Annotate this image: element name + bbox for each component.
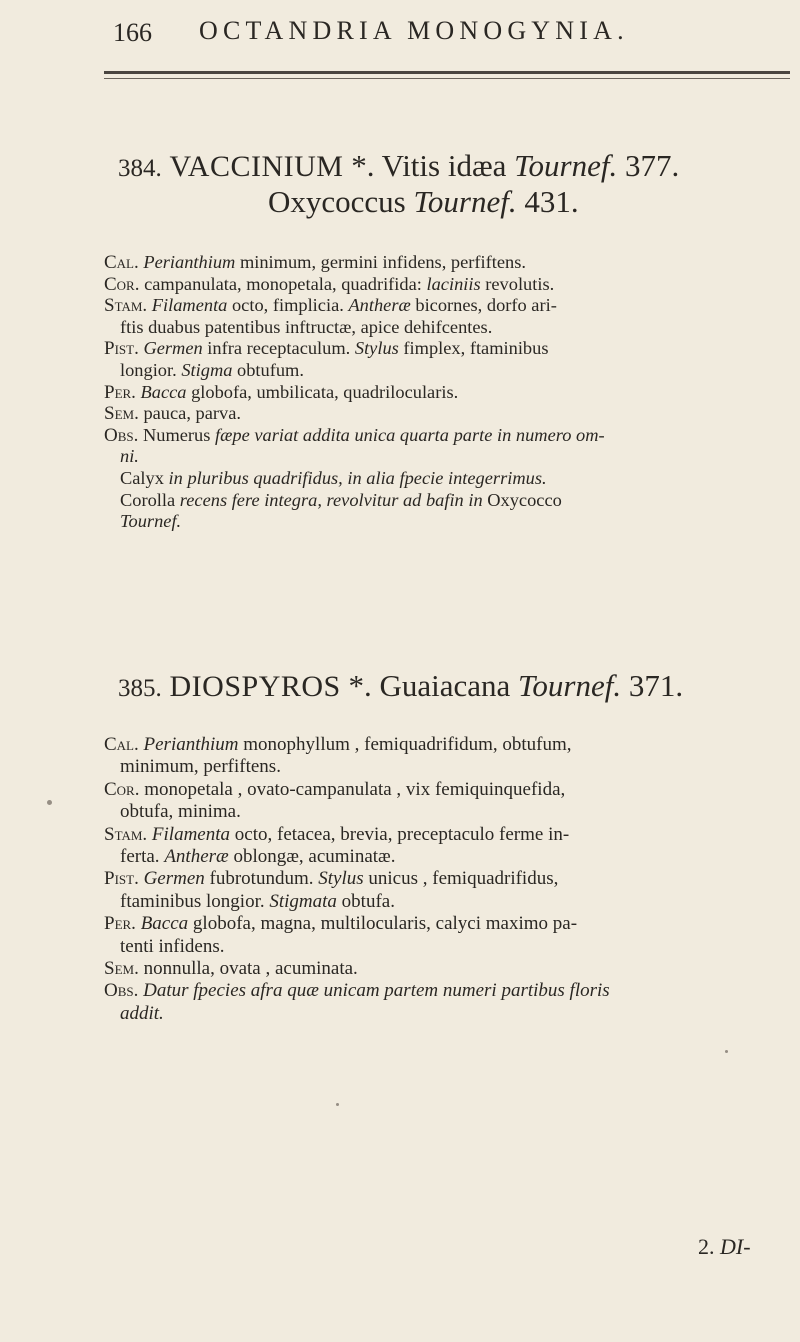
entry-text: globofa, umbilicata, quadrilocularis. — [191, 381, 459, 402]
entry-text: monophyllum , femiquadrifidum, obtufum, — [243, 734, 572, 755]
catchword-number: 2. — [698, 1234, 715, 1259]
genus-name: VACCINIUM — [169, 150, 344, 183]
entry-term: Germen — [143, 338, 203, 359]
entry-italic: recens fere integra, revolvitur ad bafin in — [179, 489, 483, 510]
entry-label: Sem. — [104, 958, 139, 980]
entry-label: Per. — [104, 913, 136, 935]
entry-calyx-line2: minimum, perfiftens. — [120, 756, 281, 778]
entry-pericarpium — [104, 913, 794, 935]
ink-spot — [336, 1103, 339, 1106]
entry-text: ftaminibus longior. — [120, 890, 265, 912]
entry-observatio-line4 — [104, 490, 794, 512]
entry-pericarpium-line2: tenti infidens. — [120, 935, 225, 957]
entry-text: infra receptaculum. — [207, 338, 351, 359]
header-rule — [104, 71, 790, 74]
entry-text: fimplex, ftaminibus — [403, 338, 549, 359]
synonym-author: Tournef. — [413, 184, 517, 219]
entry-text: Numerus — [142, 424, 211, 445]
genus-mark: *. — [348, 668, 372, 703]
entry-label: Stam. — [104, 295, 148, 317]
entry-term: Stylus — [318, 868, 364, 890]
running-title: OCTANDRIA MONOGYNIA. — [199, 16, 629, 45]
entry-term: Antheræ — [348, 295, 411, 316]
entry-text: unicus , femiquadrifidus, — [368, 868, 559, 890]
entry-calyx — [104, 252, 794, 274]
entry-label: Cal. — [104, 734, 139, 755]
entry-term: Stylus — [354, 338, 399, 359]
entry-term: laciniis — [426, 273, 481, 294]
entry-text: octo, fimplicia. — [231, 295, 344, 316]
entry-label: Pist. — [104, 338, 139, 360]
genus-heading-384 — [118, 148, 679, 187]
entry-text: oblongæ, acuminatæ. — [233, 846, 396, 868]
entry-observatio-line2: ni. — [120, 446, 139, 467]
entry-term: Germen — [143, 868, 205, 890]
entry-text: Oxycocco — [487, 489, 562, 510]
entry-label: Pist. — [104, 868, 139, 890]
entry-text: pauca, parva. — [143, 403, 241, 424]
entry-label: Cor. — [104, 778, 140, 800]
genus-heading-385 — [118, 668, 683, 707]
entry-text: longior. — [120, 359, 177, 380]
entry-term: Stigmata — [269, 890, 337, 912]
catchword-word: DI- — [720, 1234, 751, 1259]
entry-observatio-line2: addit. — [120, 1002, 164, 1024]
synonym-page: 377. — [625, 148, 680, 183]
entry-corolla — [104, 779, 794, 801]
entry-text: Corolla — [120, 489, 176, 510]
entry-term: Bacca — [140, 913, 189, 935]
entry-text: Calyx — [120, 467, 164, 488]
entry-text: minimum, germini infidens, perfiftens. — [239, 252, 526, 272]
header-rule-thin — [104, 78, 790, 79]
entry-text: obtufa. — [341, 890, 395, 912]
entry-stamina — [104, 824, 794, 846]
synonym-text: Guaiacana — [379, 668, 511, 703]
page-number: 166 — [113, 18, 152, 47]
genus-number: 385. — [118, 675, 162, 702]
entry-term: Perianthium — [143, 734, 239, 755]
ink-spot — [47, 800, 52, 805]
entry-observatio-line3 — [104, 468, 794, 490]
synonym-author: Tournef. — [514, 148, 618, 183]
entry-term: Bacca — [140, 381, 187, 402]
entry-text: monopetala , ovato-campanulata , vix femiquinquefida, — [144, 778, 566, 800]
entry-stamina — [104, 295, 794, 317]
synonym-author: Tournef. — [518, 668, 622, 703]
ink-spot — [725, 1050, 728, 1053]
genus-number: 384. — [118, 155, 162, 182]
entry-text: revolutis. — [485, 273, 555, 294]
synonym-page: 431. — [524, 184, 579, 219]
entry-term: Filamenta — [151, 295, 228, 316]
entry-label: Stam. — [104, 823, 148, 845]
entry-corolla — [104, 274, 794, 296]
entry-label: Obs. — [104, 424, 139, 446]
entry-observatio — [104, 425, 794, 447]
synonym-text: Oxycoccus — [268, 184, 406, 219]
genus-heading-384-line2 — [268, 184, 579, 220]
genus-mark: *. — [351, 148, 375, 183]
diospyros-description — [104, 734, 794, 1025]
entry-text: nonnulla, ovata , acuminata. — [143, 958, 358, 980]
synonym-page: 371. — [628, 668, 684, 703]
entry-calyx — [104, 734, 794, 756]
entry-pistillum — [104, 868, 794, 890]
entry-stamina-line2: ftis duabus patentibus inftructæ, apice dehifcentes. — [120, 316, 493, 337]
entry-corolla-line2: obtufa, minima. — [120, 801, 241, 823]
entry-text: bicornes, dorfo ari- — [415, 295, 557, 316]
entry-text: globofa, magna, multilocularis, calyci maximo pa- — [192, 913, 578, 935]
entry-text: campanulata, monopetala, quadrifida: — [144, 273, 422, 294]
entry-term: Stigma — [181, 359, 233, 380]
entry-observatio-line5: Tournef. — [120, 511, 182, 532]
entry-italic: Datur fpecies afra quæ unicam partem numeri partibus floris — [143, 980, 610, 1002]
entry-term: Perianthium — [143, 252, 236, 272]
entry-pistillum-line2 — [104, 360, 794, 382]
entry-pericarpium — [104, 382, 794, 404]
entry-text: ferta. — [120, 846, 160, 868]
genus-name: DIOSPYROS — [169, 670, 341, 703]
synonym-text: Vitis idæa — [381, 148, 507, 183]
entry-semina — [104, 403, 794, 425]
entry-pistillum-line2 — [104, 891, 794, 913]
catchword — [698, 1234, 751, 1260]
entry-label: Cor. — [104, 273, 140, 295]
entry-label: Per. — [104, 381, 136, 403]
entry-semina — [104, 958, 794, 980]
entry-italic: in pluribus quadrifidus, in alia fpecie integerrimus. — [168, 467, 547, 488]
entry-label: Obs. — [104, 980, 139, 1002]
entry-text: octo, fetacea, brevia, preceptaculo ferme in- — [234, 823, 570, 845]
entry-text: fubrotundum. — [209, 868, 314, 890]
vaccinium-description — [104, 252, 794, 533]
entry-label: Cal. — [104, 252, 139, 273]
entry-observatio — [104, 980, 794, 1002]
entry-label: Sem. — [104, 403, 139, 425]
entry-stamina-line2 — [104, 846, 794, 868]
entry-text: obtufum. — [237, 359, 304, 380]
entry-term: Antheræ — [164, 846, 229, 868]
entry-italic: fæpe variat addita unica quarta parte in numero om- — [215, 424, 605, 445]
entry-term: Filamenta — [151, 823, 231, 845]
entry-pistillum — [104, 338, 794, 360]
